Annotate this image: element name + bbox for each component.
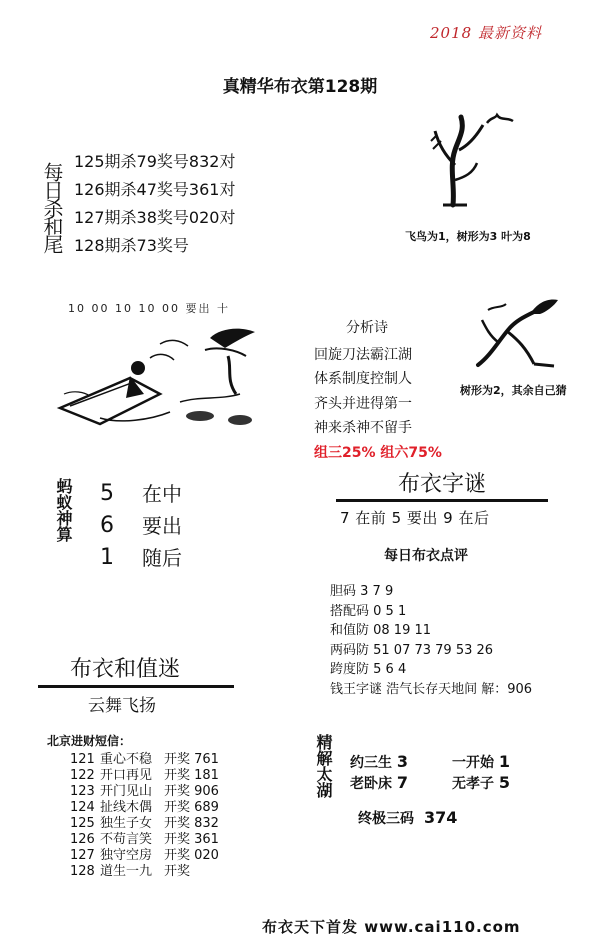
footer-site: 布衣天下首发 www.cai110.com xyxy=(262,918,521,936)
lake-rows xyxy=(350,752,510,794)
sms-result: 开奖 832 xyxy=(164,816,219,831)
sms-result: 开奖 020 xyxy=(164,848,219,863)
ant-word: 要出 xyxy=(142,514,182,538)
analysis-poem xyxy=(314,316,442,465)
sms-result: 开奖 181 xyxy=(164,768,219,783)
ant-words xyxy=(142,478,182,574)
sms-text: 不苟言笑 xyxy=(100,832,153,847)
daily-kill-item: 128期杀73奖号 xyxy=(74,236,189,255)
sms-text: 重心不稳 xyxy=(100,752,153,767)
review-line: 胆码 3 7 9 xyxy=(330,584,394,599)
lake-phrase: 老卧床 xyxy=(350,776,392,792)
ant-numbers xyxy=(100,478,114,574)
poem-line: 体系制度控制人 xyxy=(314,371,412,387)
review-line: 跨度防 5 6 4 xyxy=(330,662,407,677)
riddle-text: 7 在前 5 要出 9 在后 xyxy=(340,509,490,527)
poem-line: 回旋刀法霸江湖 xyxy=(314,346,412,363)
ant-word: 在中 xyxy=(142,482,182,506)
sms-num: 127 xyxy=(70,848,95,863)
ant-label: 蚂蚁神算 xyxy=(54,478,73,542)
sms-num: 126 xyxy=(70,832,95,847)
sms-text: 开口再见 xyxy=(100,768,153,783)
daily-kill-item: 127期杀38奖号020对 xyxy=(74,208,236,227)
sms-text: 道生一九 xyxy=(100,864,153,879)
lake-number: 5 xyxy=(498,773,511,792)
review-line: 两码防 51 07 73 79 53 26 xyxy=(330,642,494,658)
daily-kill-item: 126期杀47奖号361对 xyxy=(74,180,236,199)
final-value: 374 xyxy=(424,808,458,827)
ant-number: 5 xyxy=(100,481,114,506)
lake-row xyxy=(350,752,510,773)
sms-row xyxy=(70,768,219,784)
boat-landscape-picture xyxy=(40,298,272,438)
ant-number: 1 xyxy=(100,545,114,570)
sms-text: 独生子女 xyxy=(100,816,153,831)
picture-label: 10 00 10 10 00 要出 十 xyxy=(68,302,230,315)
poem-highlight: 组三25% 组六75% xyxy=(314,444,442,461)
lake-row xyxy=(350,773,510,794)
sms-text: 扯线木偶 xyxy=(100,800,153,815)
review-title: 每日布衣点评 xyxy=(384,548,468,564)
review-line: 搭配码 0 5 1 xyxy=(330,603,407,619)
sum-riddle-title: 布衣和值迷 xyxy=(38,652,234,688)
sum-riddle-subtitle: 云舞飞扬 xyxy=(88,696,156,716)
sms-result: 开奖 xyxy=(164,864,191,879)
lake-number: 3 xyxy=(396,752,409,771)
poem-line: 齐头并进得第一 xyxy=(314,395,412,412)
sms-row xyxy=(70,864,219,880)
top-figure-caption: 飞鸟为1，树形为3 叶为8 xyxy=(405,230,531,243)
sms-text: 独守空房 xyxy=(100,848,153,863)
poem-line: 神来杀神不留手 xyxy=(314,420,412,436)
lake-label: 精解太湖 xyxy=(314,734,333,798)
ant-word: 随后 xyxy=(142,546,182,570)
right-figure-caption: 树形为2，其余自己猜 xyxy=(460,384,567,397)
lake-number: 7 xyxy=(396,773,409,792)
sms-result: 开奖 361 xyxy=(164,832,219,847)
daily-kill-list xyxy=(74,148,235,260)
riddle-title: 布衣字谜 xyxy=(336,467,548,502)
sms-row xyxy=(70,800,219,816)
sms-num: 121 xyxy=(70,752,95,767)
review-line: 和值防 08 19 11 xyxy=(330,623,432,638)
daily-kill-label: 每日杀和尾 xyxy=(40,162,64,252)
lake-number: 1 xyxy=(498,752,511,771)
ant-number: 6 xyxy=(100,513,114,538)
sms-text: 开门见山 xyxy=(100,784,153,799)
poem-title: 分析诗 xyxy=(346,320,388,336)
sms-row xyxy=(70,832,219,848)
sms-row xyxy=(70,784,219,800)
tree-sketch xyxy=(468,290,568,375)
sms-list xyxy=(70,752,219,880)
sms-num: 124 xyxy=(70,800,95,815)
sms-row xyxy=(70,752,219,768)
lake-phrase: 一开始 xyxy=(452,755,494,771)
lake-phrase: 约三生 xyxy=(350,755,392,771)
review-list xyxy=(330,582,532,699)
sms-row xyxy=(70,848,219,864)
review-line: 钱王字谜 浩气长存天地间 解：906 xyxy=(330,681,533,697)
sms-result: 开奖 689 xyxy=(164,800,219,815)
sms-row xyxy=(70,816,219,832)
lake-final xyxy=(358,808,457,828)
bird-tree-sketch xyxy=(425,105,535,210)
sms-num: 128 xyxy=(70,864,95,879)
lake-phrase: 无孝子 xyxy=(452,776,494,792)
daily-kill-item: 125期杀79奖号832对 xyxy=(74,152,236,171)
sms-num: 122 xyxy=(70,768,95,783)
sms-result: 开奖 761 xyxy=(164,752,219,767)
final-label: 终极三码 xyxy=(358,811,414,827)
header-tag: 2018 最新资料 xyxy=(430,24,542,42)
sms-num: 125 xyxy=(70,816,95,831)
sms-result: 开奖 906 xyxy=(164,784,219,799)
page-title: 真精华布衣第128期 xyxy=(222,77,378,97)
sms-title: 北京进财短信： xyxy=(47,734,132,748)
sms-num: 123 xyxy=(70,784,95,799)
